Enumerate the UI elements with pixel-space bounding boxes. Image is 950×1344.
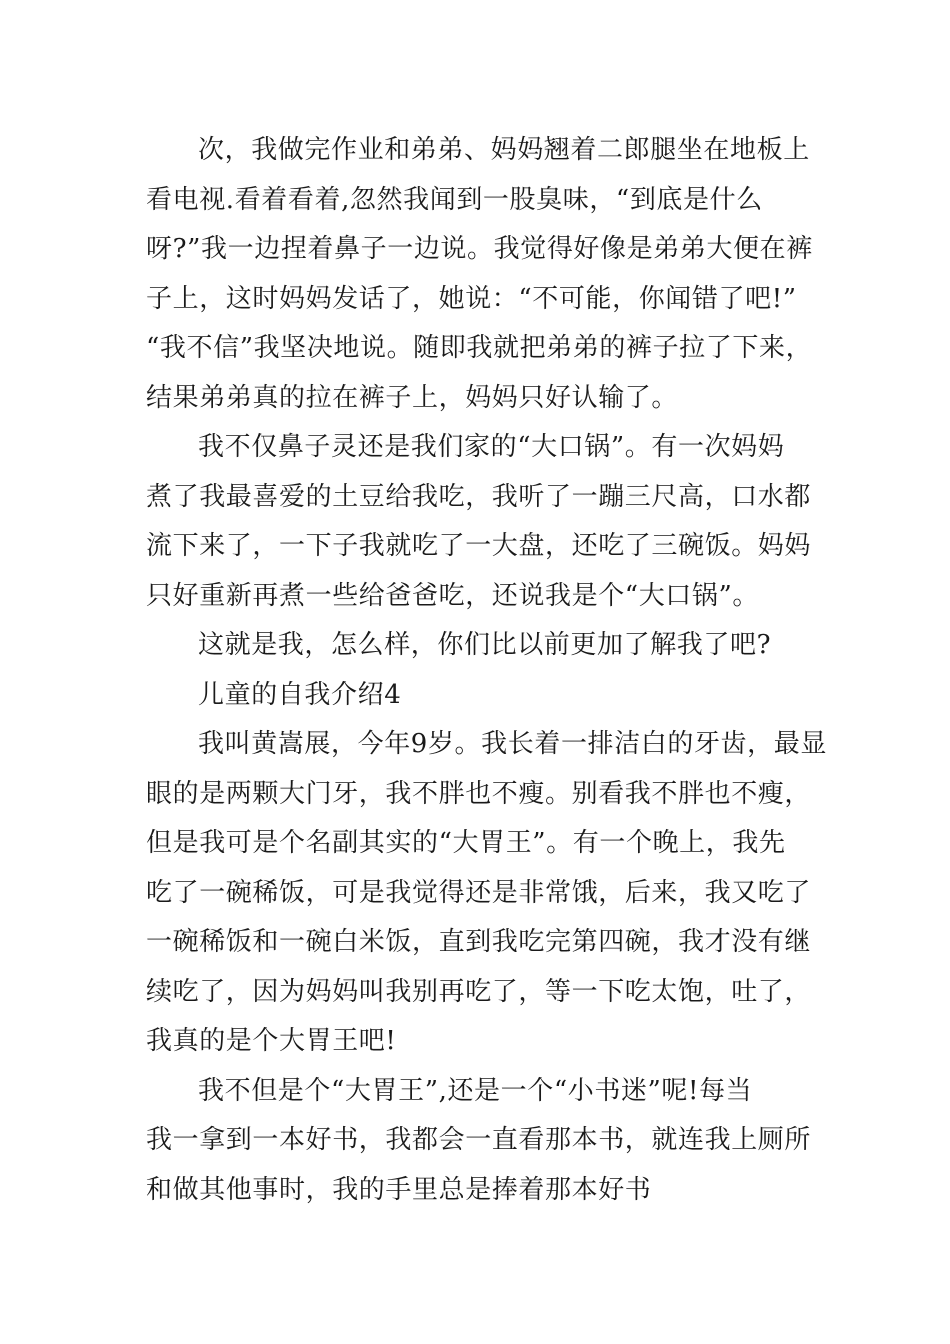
text-line: 一碗稀饭和一碗白米饭，直到我吃完第四碗，我才没有继 — [146, 927, 812, 957]
text-line: 我真的是个大胃王吧! — [146, 1026, 397, 1056]
text-line: 我不但是个“大胃王”,还是一个“小书迷”呢!每当 — [198, 1075, 753, 1106]
text-line: 吃了一碗稀饭，可是我觉得还是非常饿，后来，我又吃了 — [146, 877, 812, 908]
text-line: 流下来了，一下子我就吃了一大盘，还吃了三碗饭。妈妈 — [146, 531, 812, 561]
text-line: 续吃了，因为妈妈叫我别再吃了，等一下吃太饱，吐了， — [146, 976, 812, 1007]
text-line: 和做其他事时，我的手里总是捧着那本好书 — [146, 1174, 652, 1205]
text-line: 只好重新再煮一些给爸爸吃，还说我是个“大口锅”。 — [146, 580, 759, 611]
text-line: 我叫黄嵩展，今年9岁。我长着一排洁白的牙齿，最显 — [198, 729, 827, 759]
text-line: 结果弟弟真的拉在裤子上，妈妈只好认输了。 — [146, 382, 679, 413]
text-line: 但是我可是个名副其实的“大胃王”。有一个晚上，我先 — [146, 828, 786, 858]
text-line: 这就是我，怎么样，你们比以前更加了解我了吧? — [198, 630, 772, 660]
text-line: 子上，这时妈妈发话了，她说：“不可能，你闻错了吧!” — [146, 283, 797, 314]
text-line: 我不仅鼻子灵还是我们家的“大口锅”。有一次妈妈 — [198, 432, 785, 462]
text-line: 我一拿到一本好书，我都会一直看那本书，就连我上厕所 — [146, 1125, 812, 1155]
text-line: 看电视.看着看着,忽然我闻到一股臭味，“到底是什么 — [146, 184, 763, 215]
text-line: “我不信”我坚决地说。随即我就把弟弟的裤子拉了下来， — [146, 333, 813, 363]
text-line: 煮了我最喜爱的土豆给我吃，我听了一蹦三尺高，口水都 — [146, 481, 812, 512]
body-text — [146, 126, 827, 1215]
text-line: 眼的是两颗大门牙，我不胖也不瘦。别看我不胖也不瘦， — [146, 778, 812, 809]
section-heading: 儿童的自我介绍4 — [198, 679, 402, 710]
text-line: 次，我做完作业和弟弟、妈妈翘着二郎腿坐在地板上 — [198, 135, 810, 165]
text-line: 呀?”我一边捏着鼻子一边说。我觉得好像是弟弟大便在裤 — [146, 234, 813, 264]
